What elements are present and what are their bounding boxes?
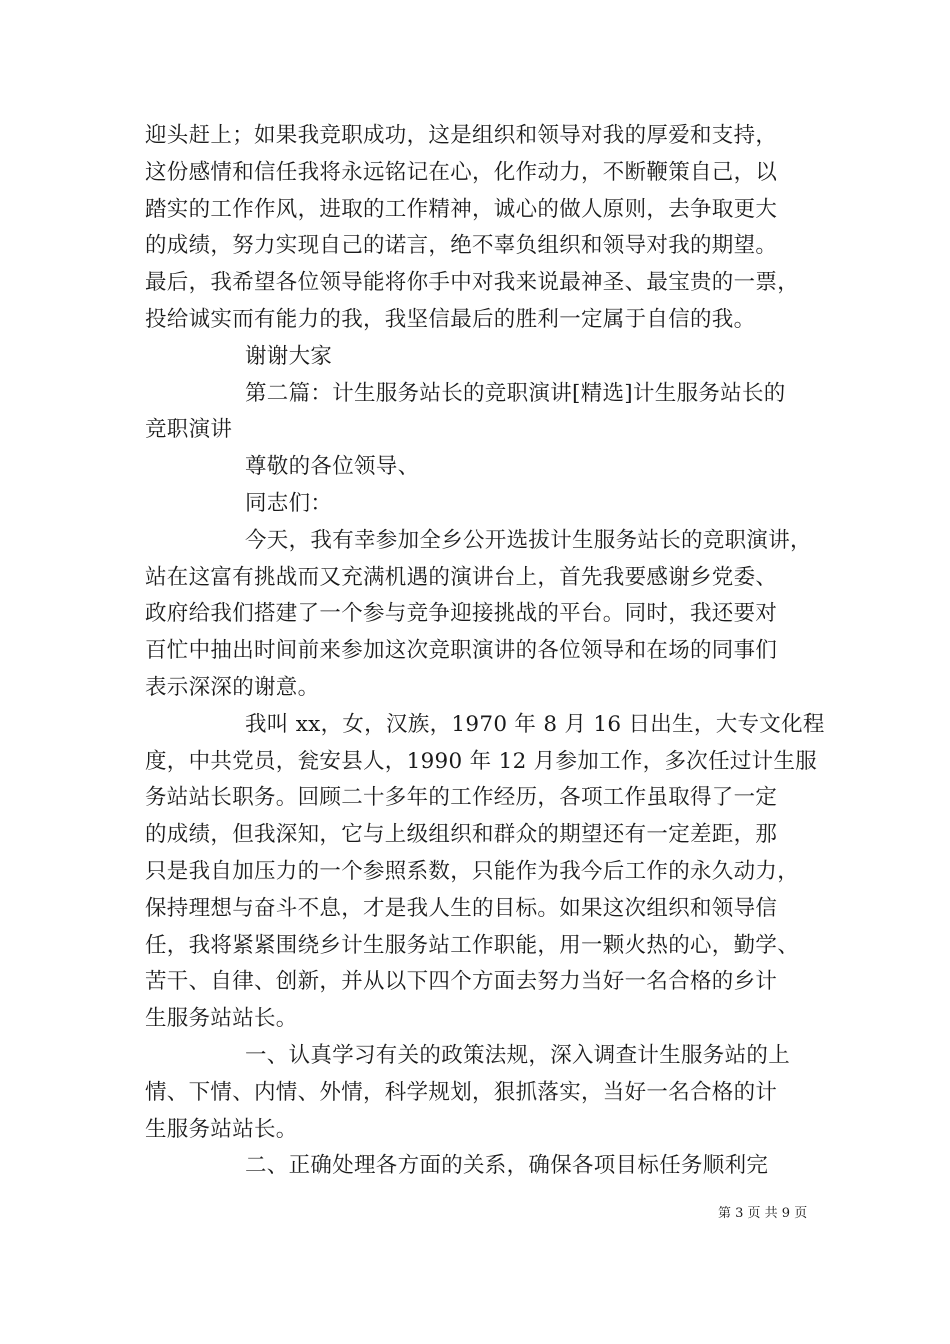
text-line: 投给诚实而有能力的我，我坚信最后的胜利一定属于自信的我。 <box>145 306 756 332</box>
text-line: 政府给我们搭建了一个参与竞争迎接挑战的平台。同时，我还要对 <box>145 601 778 627</box>
text-line: 我叫 xx，女，汉族，1970 年 8 月 16 日出生，大专文化程 <box>245 711 825 737</box>
text-line: 同志们： <box>245 490 333 516</box>
text-line: 度，中共党员，瓮安县人，1990 年 12 月参加工作，多次任过计生服 <box>145 748 818 774</box>
text-line: 生服务站站长。 <box>145 1006 298 1032</box>
text-line: 这份感情和信任我将永远铭记在心，化作动力，不断鞭策自己，以 <box>145 159 778 185</box>
text-line: 谢谢大家 <box>245 343 333 369</box>
text-line: 站在这富有挑战而又充满机遇的演讲台上，首先我要感谢乡党委、 <box>145 564 778 590</box>
text-line: 的成绩，但我深知，它与上级组织和群众的期望还有一定差距，那 <box>145 822 778 848</box>
text-line: 生服务站站长。 <box>145 1116 298 1142</box>
text-line: 百忙中抽出时间前来参加这次竞职演讲的各位领导和在场的同事们 <box>145 638 778 664</box>
text-line: 今天，我有幸参加全乡公开选拔计生服务站长的竞职演讲， <box>245 527 812 553</box>
text-line: 一、认真学习有关的政策法规，深入调查计生服务站的上 <box>245 1042 791 1068</box>
text-line: 第二篇：计生服务站长的竞职演讲[精选]计生服务站长的 <box>245 380 786 406</box>
text-line: 情、下情、内情、外情，科学规划，狠抓落实，当好一名合格的计 <box>145 1079 778 1105</box>
page-number-footer: 第 3 页 共 9 页 <box>718 1206 808 1221</box>
document-body <box>145 118 825 1185</box>
text-line: 迎头赶上；如果我竞职成功，这是组织和领导对我的厚爱和支持， <box>145 123 778 148</box>
text-line: 务站站长职务。回顾二十多年的工作经历，各项工作虽取得了一定 <box>145 785 778 811</box>
text-line: 二、正确处理各方面的关系，确保各项目标任务顺利完 <box>245 1153 769 1179</box>
text-line: 竞职演讲 <box>145 417 233 443</box>
text-line: 保持理想与奋斗不息，才是我人生的目标。如果这次组织和领导信 <box>145 895 778 921</box>
text-line: 苦干、自律、创新，并从以下四个方面去努力当好一名合格的乡计 <box>145 969 778 995</box>
text-line: 的成绩，努力实现自己的诺言，绝不辜负组织和领导对我的期望。 <box>145 233 778 259</box>
text-line: 表示深深的谢意。 <box>145 674 320 700</box>
text-line: 最后，我希望各位领导能将你手中对我来说最神圣、最宝贵的一票， <box>145 270 800 296</box>
text-line: 尊敬的各位领导、 <box>245 454 420 480</box>
text-line: 任，我将紧紧围绕乡计生服务站工作职能，用一颗火热的心，勤学、 <box>145 932 800 958</box>
text-line: 只是我自加压力的一个参照系数，只能作为我今后工作的永久动力， <box>145 858 800 884</box>
text-line: 踏实的工作作风，进取的工作精神，诚心的做人原则，去争取更大 <box>145 196 778 222</box>
